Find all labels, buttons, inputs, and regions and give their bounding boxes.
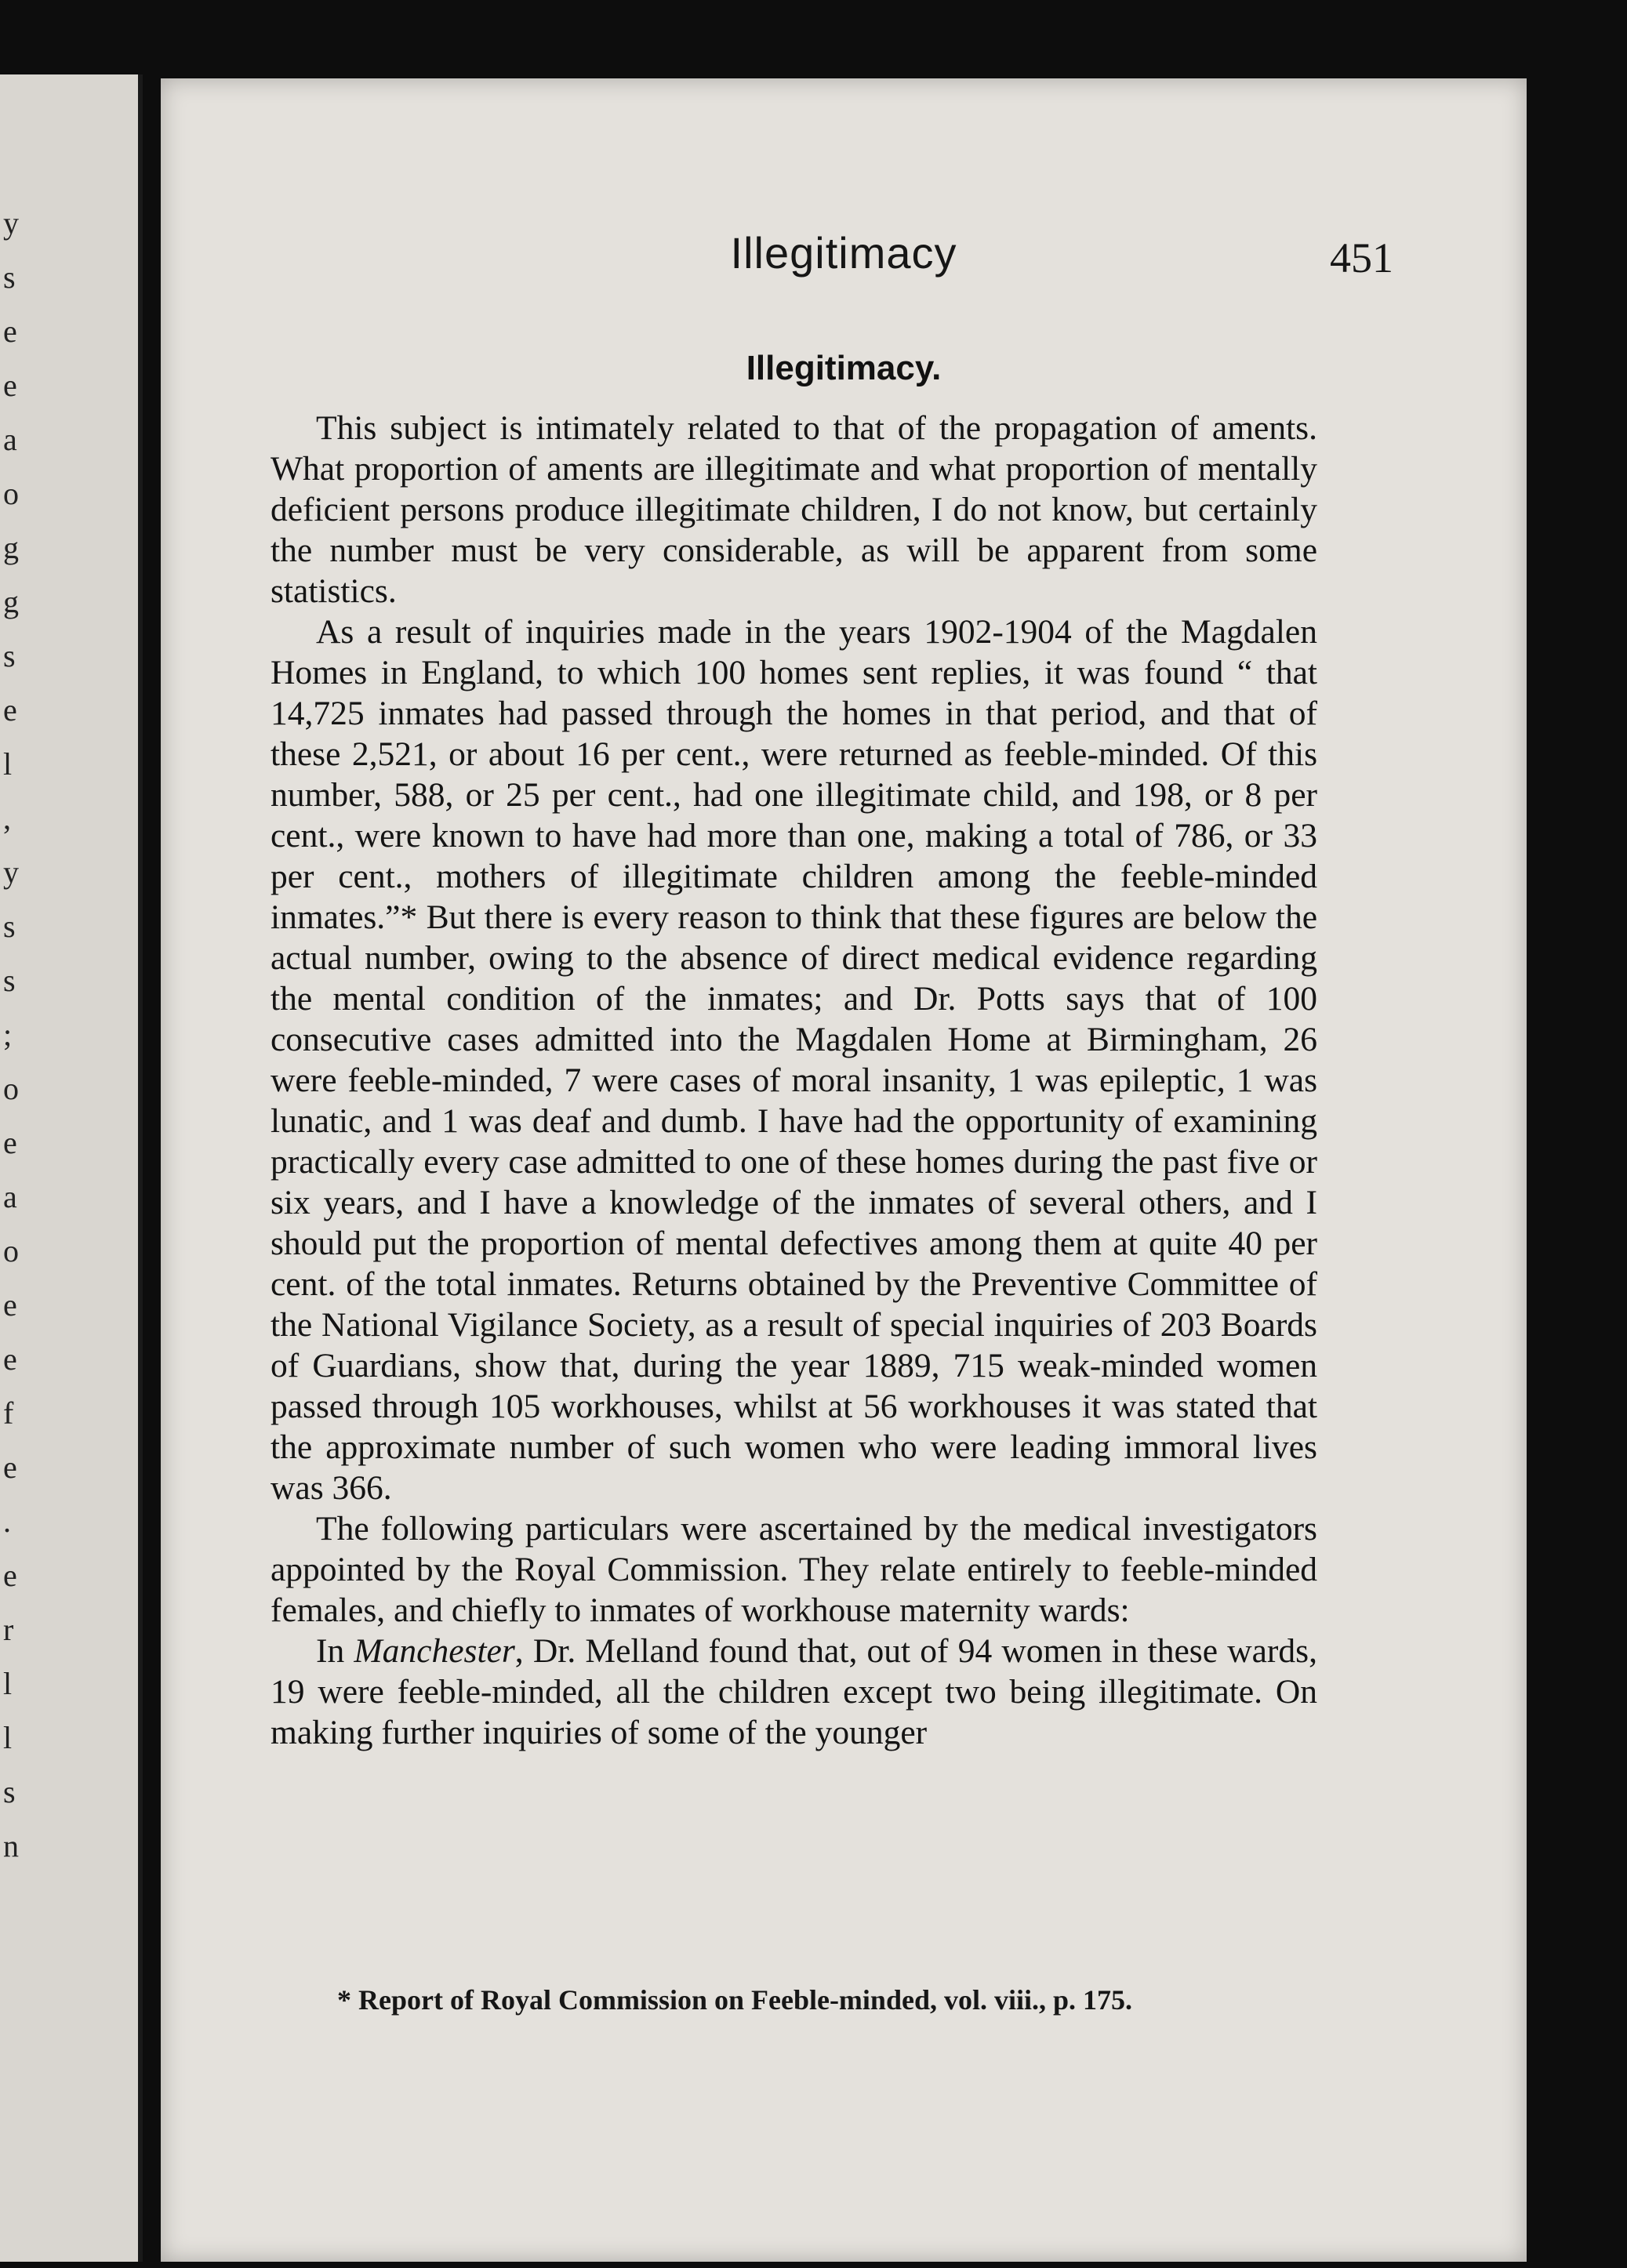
margin-letter: s bbox=[3, 638, 16, 673]
margin-letter: o bbox=[3, 476, 19, 511]
body-paragraph bbox=[271, 1508, 1317, 1631]
margin-letter: e bbox=[3, 314, 17, 349]
margin-letter: f bbox=[3, 1395, 14, 1431]
body-paragraph bbox=[271, 1631, 1317, 1753]
margin-letter: e bbox=[3, 1287, 17, 1323]
body-paragraph bbox=[271, 408, 1317, 611]
margin-letter: l bbox=[3, 746, 13, 782]
margin-letter: e bbox=[3, 1341, 17, 1377]
page-gutter-line bbox=[138, 74, 143, 2262]
body-paragraph bbox=[271, 611, 1317, 1508]
margin-letter: n bbox=[3, 1828, 19, 1863]
margin-letter: o bbox=[3, 1071, 19, 1106]
margin-letter: y bbox=[3, 855, 19, 890]
margin-letter: r bbox=[3, 1612, 14, 1647]
margin-letter: . bbox=[3, 1504, 11, 1539]
margin-letter: y bbox=[3, 205, 19, 241]
italic-run: Manchester bbox=[354, 1632, 515, 1670]
margin-letter: l bbox=[3, 1666, 13, 1701]
book-page bbox=[161, 78, 1527, 2262]
section-heading: Illegitimacy. bbox=[746, 349, 942, 387]
margin-letter: l bbox=[3, 1720, 13, 1755]
margin-letter: g bbox=[3, 530, 19, 565]
text-run: As a result of inquiries made in the years 1902-1904 of the Magdalen Homes in England, to which 100 homes sent replies, it was found “ that 14,725 inmates had passed through the homes in that period, and that of these 2,521, or about 16 per cent., were returned as feeble-minded. Of this number, 588, or 25 per cent., had one illegitimate child, and 198, or 8 per cent., were known to have had more than one, making a total of 786, or 33 per cent., mothers of illegitimate children among the feeble-minded inmates.”* But there is every reason to think that these figures are below the actual number, owing to the absence of direct medical evidence regarding the mental condition of the inmates; and Dr. Potts says that of 100 consecutive cases admitted into the Magdalen Home at Birmingham, 26 were feeble-minded, 7 were cases of moral insanity, 1 was epileptic, 1 was lunatic, and 1 was deaf and dumb. I have had the opportunity of examining practically every case admitted to one of these homes during the past five or six years, and I have a knowledge of the inmates of several others, and I should put the proportion of mental defectives among them at quite 40 per cent. of the total inmates. Returns obtained by the Preventive Committee of the National Vigilance Society, as a result of special inquiries of 203 Boards of Guardians, show that, during the year 1889, 715 weak-minded women passed through 105 workhouses, whilst at 56 workhouses it was stated that the approximate number of such women who were leading immoral lives was 366. bbox=[271, 613, 1317, 1507]
margin-letter: g bbox=[3, 584, 19, 619]
text-run: In bbox=[316, 1632, 354, 1670]
margin-letter: e bbox=[3, 692, 17, 728]
margin-letter: e bbox=[3, 1450, 17, 1485]
margin-letter: s bbox=[3, 259, 16, 295]
margin-letter: e bbox=[3, 1558, 17, 1593]
facing-page-edge bbox=[0, 74, 141, 2262]
body-text bbox=[271, 408, 1317, 1753]
margin-letter: e bbox=[3, 368, 17, 403]
running-head-title: Illegitimacy bbox=[730, 228, 957, 278]
margin-letter: e bbox=[3, 1125, 17, 1160]
text-run: This subject is intimately related to that of the propagation of aments. What proportion of aments are illegitimate and what proportion of mentally deficient persons produce illegitimate children, I do not know, but certainly the number must be very considerable, as will be apparent from some statistics. bbox=[271, 409, 1317, 610]
page-number: 451 bbox=[1330, 234, 1393, 281]
margin-letter: s bbox=[3, 963, 16, 998]
margin-letter: s bbox=[3, 1774, 16, 1809]
margin-letter: , bbox=[3, 800, 11, 836]
margin-letter: o bbox=[3, 1233, 19, 1268]
footnote: * Report of Royal Commission on Feeble-minded, vol. viii., p. 175. bbox=[337, 1984, 1132, 2016]
margin-letter: a bbox=[3, 1179, 17, 1214]
margin-letter: a bbox=[3, 422, 17, 457]
margin-letter: ; bbox=[3, 1017, 13, 1052]
text-run: The following particulars were ascertained by the medical investigators appointed by the Royal Commission. They relate entirely to feeble-minded females, and chiefly to inmates of workhouse maternity wards: bbox=[271, 1510, 1317, 1629]
text-run: , Dr. Melland found that, out of 94 women in these wards, 19 were feeble-minded, all the children except two being illegitimate. On making further inquiries of some of the younger bbox=[271, 1632, 1317, 1751]
margin-letter: s bbox=[3, 909, 16, 944]
